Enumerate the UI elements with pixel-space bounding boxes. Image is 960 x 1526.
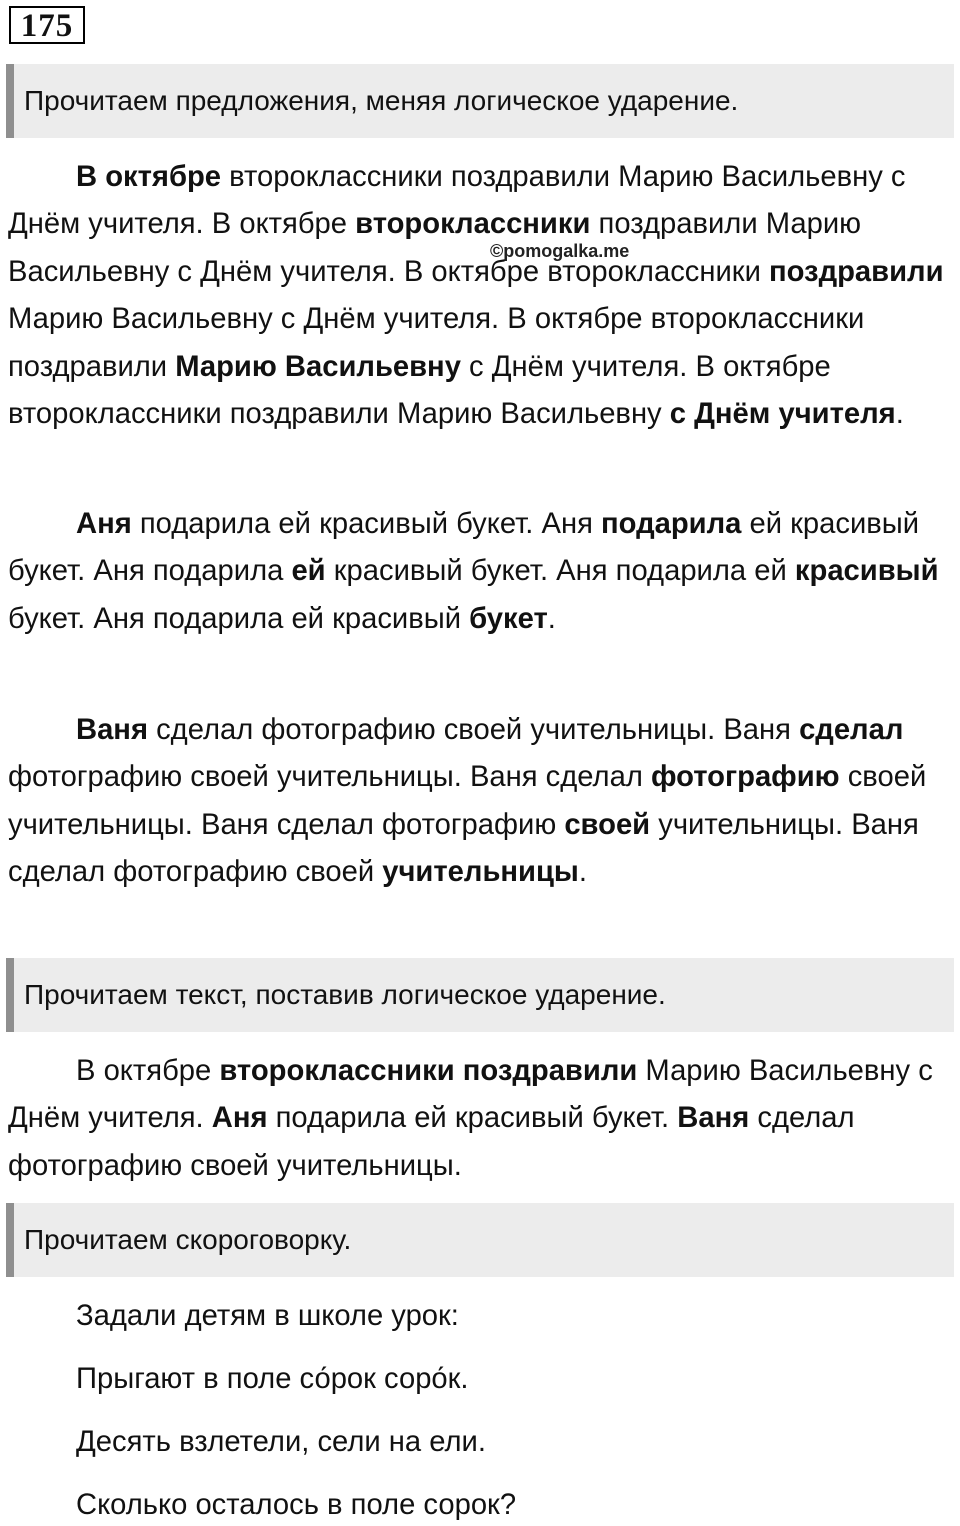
emphasized-text: своей [564, 808, 651, 841]
poem-line: Прыгают в поле со́рок соро́к. [76, 1363, 469, 1395]
section-header-2 [6, 958, 954, 1032]
text-run: Марию Васильевну с Днём учителя. В октябре второклассники поздравили [8, 303, 865, 383]
poem-line: Десять взлетели, сели на ели. [76, 1426, 486, 1458]
emphasized-text: сделал [799, 714, 904, 746]
text-run: второклассники поздравили Марию Васильевну с Днём учителя. В октябре [8, 161, 906, 241]
emphasized-text: ей [291, 555, 326, 588]
paragraph-4 [8, 1048, 956, 1190]
section-header-text: Прочитаем предложения, меняя логическое ударение. [24, 85, 739, 116]
task-number: 175 [9, 6, 85, 44]
emphasized-text: букет [469, 602, 548, 635]
emphasized-text: Аня [211, 1102, 268, 1135]
emphasized-text: красивый [794, 555, 939, 588]
section-header-text: Прочитаем скороговорку. [24, 1224, 352, 1255]
emphasized-text: Марию Васильевну [175, 350, 461, 383]
text-run: подарила ей красивый букет. [267, 1102, 678, 1135]
paragraph-1 [8, 154, 956, 438]
text-run: В октябре [76, 1055, 220, 1087]
text-run: фотографию своей учительницы. Ваня сделал [8, 761, 651, 794]
text-run: сделал фотографию своей учительницы. Ваня [147, 714, 800, 746]
paragraph-3 [8, 707, 956, 897]
text-run: подарила ей красивый букет. Аня [131, 508, 601, 540]
section-header-text: Прочитаем текст, поставив логическое ударение. [24, 979, 666, 1010]
watermark: ©pomogalka.me [490, 241, 630, 261]
text-run: поздравили Марию Васильевну с Днём учителя. В октябре второклассники [8, 208, 862, 288]
text-run: красивый букет. Аня подарила ей [325, 555, 795, 588]
text-run: своей учительницы. Ваня сделал фотографию [8, 761, 927, 841]
emphasized-text: Аня [76, 508, 132, 540]
emphasized-text: фотографию [650, 761, 840, 794]
paragraph-2 [8, 501, 956, 643]
emphasized-text: второклассники поздравили [219, 1055, 638, 1087]
poem-line: Задали детям в школе урок: [76, 1300, 459, 1332]
text-run: букет. Аня подарила ей красивый [8, 602, 470, 635]
text-run: учительницы. Ваня сделал фотографию своей [8, 808, 919, 889]
text-run: . [547, 602, 556, 635]
text-run: . [578, 856, 587, 889]
section-header-1 [6, 64, 954, 138]
section-header-3 [6, 1203, 954, 1277]
poem-line: Сколько осталось в поле сорок? [76, 1489, 517, 1521]
text-run: Марию Васильевну с Днём учителя. [8, 1055, 933, 1135]
emphasized-text: Ваня [677, 1102, 750, 1135]
text-run: сделал фотографию своей учительницы. [8, 1102, 855, 1182]
emphasized-text: поздравили [768, 255, 944, 288]
emphasized-text: В октябре [76, 161, 222, 193]
text-run: с Днём учителя. В октябре второклассники поздравили Марию Васильевну [8, 350, 831, 431]
emphasized-text: с Днём учителя [669, 398, 896, 431]
emphasized-text: подарила [601, 508, 742, 540]
emphasized-text: Ваня [76, 714, 148, 746]
text-run: ей красивый букет. Аня подарила [8, 508, 920, 588]
emphasized-text: второклассники [355, 208, 591, 241]
emphasized-text: учительницы [382, 856, 579, 889]
text-run: . [895, 398, 904, 431]
